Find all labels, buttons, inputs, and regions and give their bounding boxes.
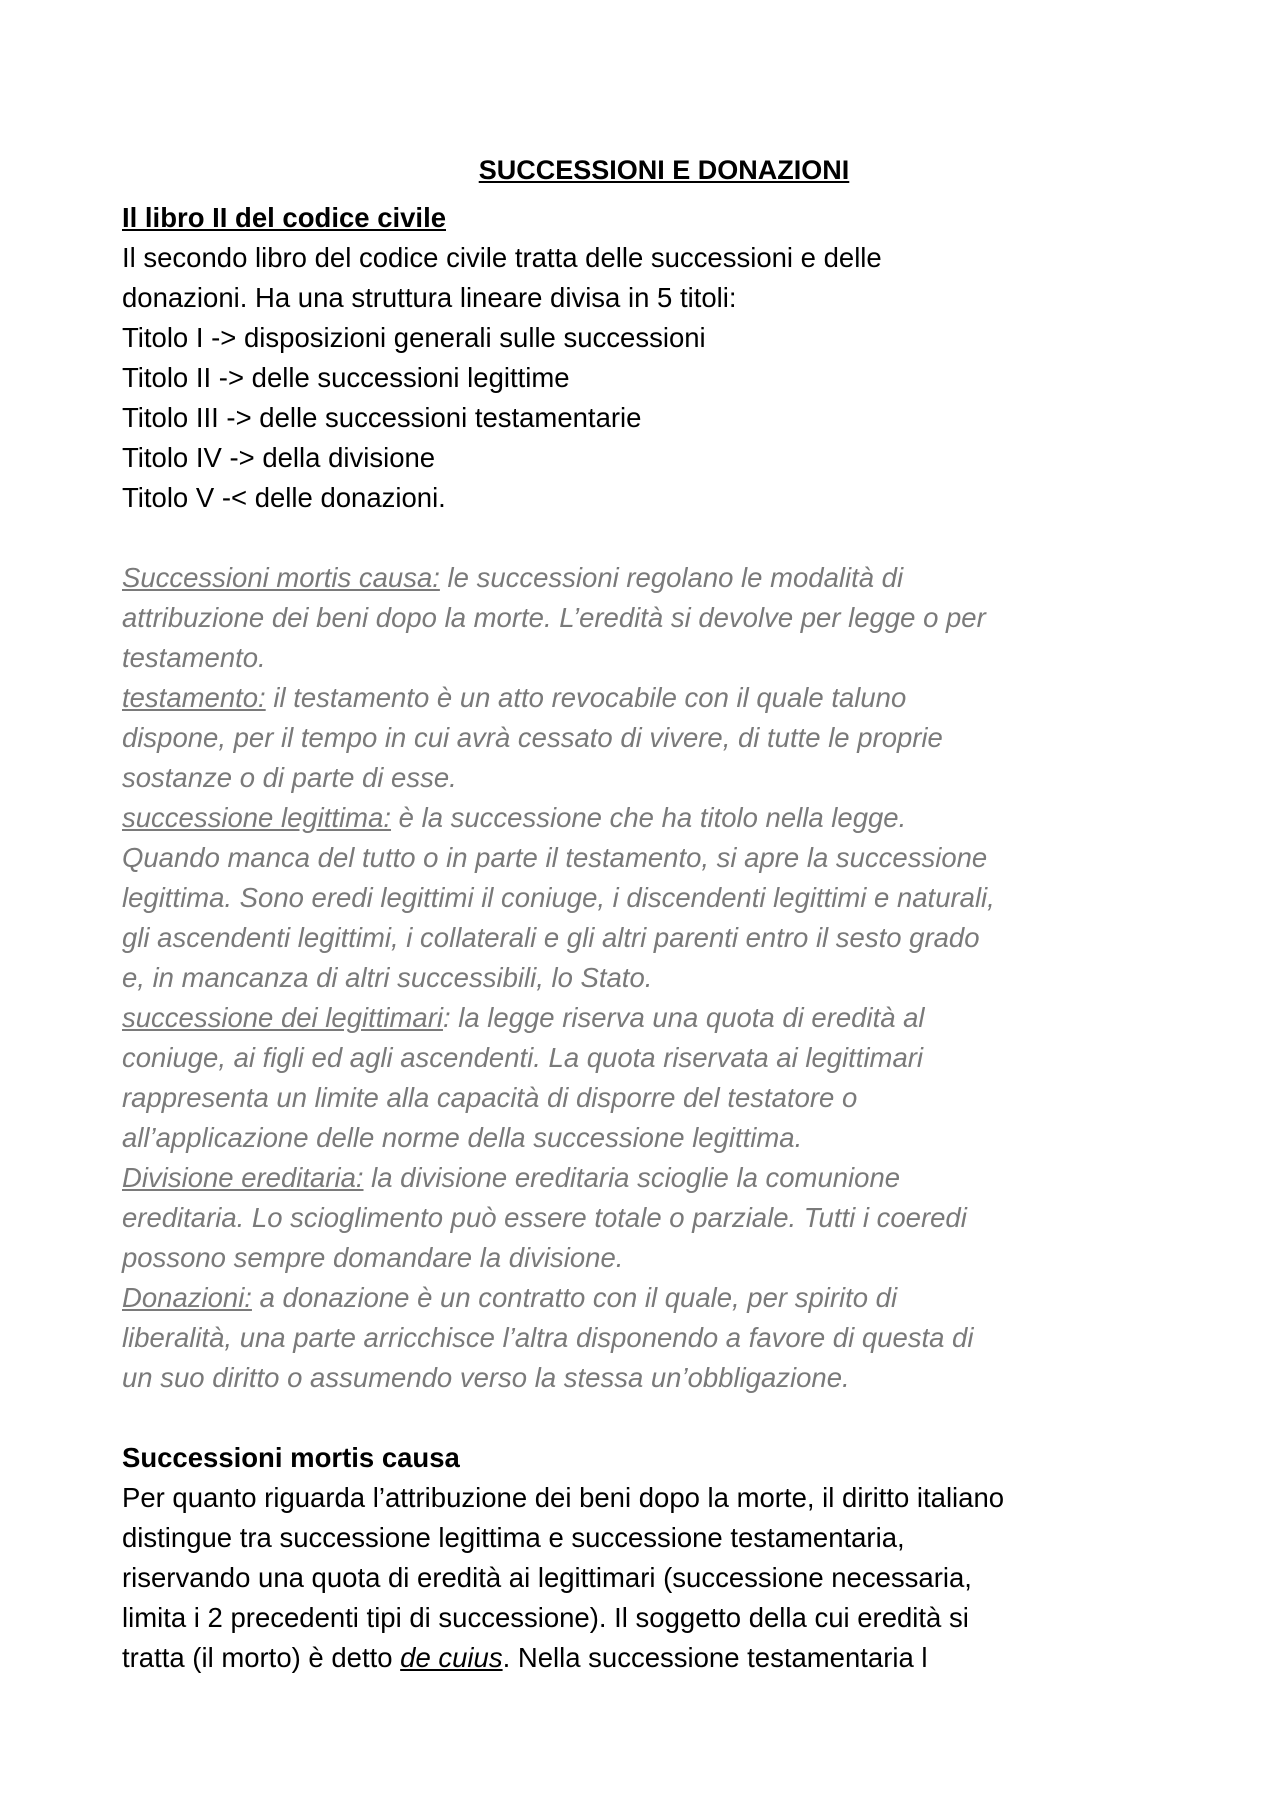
blank-line (122, 1398, 1182, 1438)
glossary-line: gli ascendenti legittimi, i collaterali e gli altri parenti entro il sesto grado (122, 922, 980, 953)
paragraph-line: riservando una quota di eredità ai legittimari (successione necessaria, (122, 1562, 972, 1593)
paragraph-line: donazioni. Ha una struttura lineare divisa in 5 titoli: (122, 282, 737, 313)
glossary-line: possono sempre domandare la divisione. (122, 1242, 624, 1273)
glossary-line: legittima. Sono eredi legittimi il coniuge, i discendenti legittimi e naturali, (122, 882, 995, 913)
glossary-term: successione dei legittimari (122, 1002, 443, 1033)
glossary-text: è la successione che ha titolo nella legge. (391, 802, 907, 833)
paragraph-line: Per quanto riguarda l’attribuzione dei beni dopo la morte, il diritto italiano (122, 1482, 1005, 1513)
glossary-line: sostanze o di parte di esse. (122, 762, 457, 793)
glossary-term: Divisione ereditaria: (122, 1162, 364, 1193)
glossary-term: testamento: (122, 682, 266, 713)
glossary-line: attribuzione dei beni dopo la morte. L’eredità si devolve per legge o per (122, 602, 986, 633)
glossary-text: il testamento è un atto revocabile con il quale taluno (265, 682, 907, 713)
titolo-line: Titolo III -> delle successioni testamentarie (122, 402, 642, 433)
glossary-entry-mortis-causa (122, 558, 1182, 598)
glossary-text: le successioni regolano le modalità di (439, 562, 904, 593)
paragraph-line: limita i 2 precedenti tipi di successione). Il soggetto della cui eredità si (122, 1602, 969, 1633)
titolo-line: Titolo I -> disposizioni generali sulle successioni (122, 322, 706, 353)
glossary-line: testamento. (122, 642, 266, 673)
de-cuius-term: de cuius (400, 1642, 503, 1673)
glossary-entry-successione-legittima (122, 798, 1182, 838)
section-heading-libro-ii: Il libro II del codice civile (122, 202, 446, 233)
glossary-entry-divisione-ereditaria (122, 1158, 1182, 1198)
paragraph-line: Il secondo libro del codice civile tratta delle successioni e delle (122, 242, 882, 273)
glossary-line: un suo diritto o assumendo verso la stessa un’obbligazione. (122, 1362, 850, 1393)
document-page (122, 152, 1182, 1678)
glossary-line: ereditaria. Lo scioglimento può essere totale o parziale. Tutti i coeredi (122, 1202, 967, 1233)
section-heading-mortis-causa: Successioni mortis causa (122, 1442, 460, 1473)
blank-line (122, 518, 1182, 558)
glossary-line: rappresenta un limite alla capacità di disporre del testatore o (122, 1082, 858, 1113)
paragraph-line (122, 1638, 1182, 1678)
paragraph-line: distingue tra successione legittima e successione testamentaria, (122, 1522, 905, 1553)
glossary-entry-testamento (122, 678, 1182, 718)
glossary-line: liberalità, una parte arricchisce l’altra disponendo a favore di questa di (122, 1322, 974, 1353)
glossary-line: e, in mancanza di altri successibili, lo Stato. (122, 962, 653, 993)
titolo-line: Titolo IV -> della divisione (122, 442, 436, 473)
glossary-line: coniuge, ai figli ed agli ascendenti. La quota riservata ai legittimari (122, 1042, 924, 1073)
glossary-line: dispone, per il tempo in cui avrà cessato di vivere, di tutte le proprie (122, 722, 943, 753)
glossary-block (122, 558, 1182, 1398)
glossary-text: la divisione ereditaria scioglie la comunione (363, 1162, 901, 1193)
titolo-line: Titolo II -> delle successioni legittime (122, 362, 570, 393)
glossary-term: successione legittima: (122, 802, 392, 833)
glossary-text: a donazione è un contratto con il quale, per spirito di (251, 1282, 898, 1313)
glossary-line: all’applicazione delle norme della successione legittima. (122, 1122, 803, 1153)
glossary-entry-legittimari (122, 998, 1182, 1038)
glossary-term: Donazioni: (122, 1282, 252, 1313)
document-title: SUCCESSIONI E DONAZIONI (478, 155, 850, 185)
paragraph-text: . Nella successione testamentaria l (502, 1642, 928, 1673)
glossary-term: Successioni mortis causa: (122, 562, 440, 593)
glossary-entry-donazioni (122, 1278, 1182, 1318)
titolo-line: Titolo V -< delle donazioni. (122, 482, 446, 513)
paragraph-text: tratta (il morto) è detto (122, 1642, 401, 1673)
glossary-line: Quando manca del tutto o in parte il testamento, si apre la successione (122, 842, 988, 873)
glossary-text: : la legge riserva una quota di eredità al (442, 1002, 925, 1033)
